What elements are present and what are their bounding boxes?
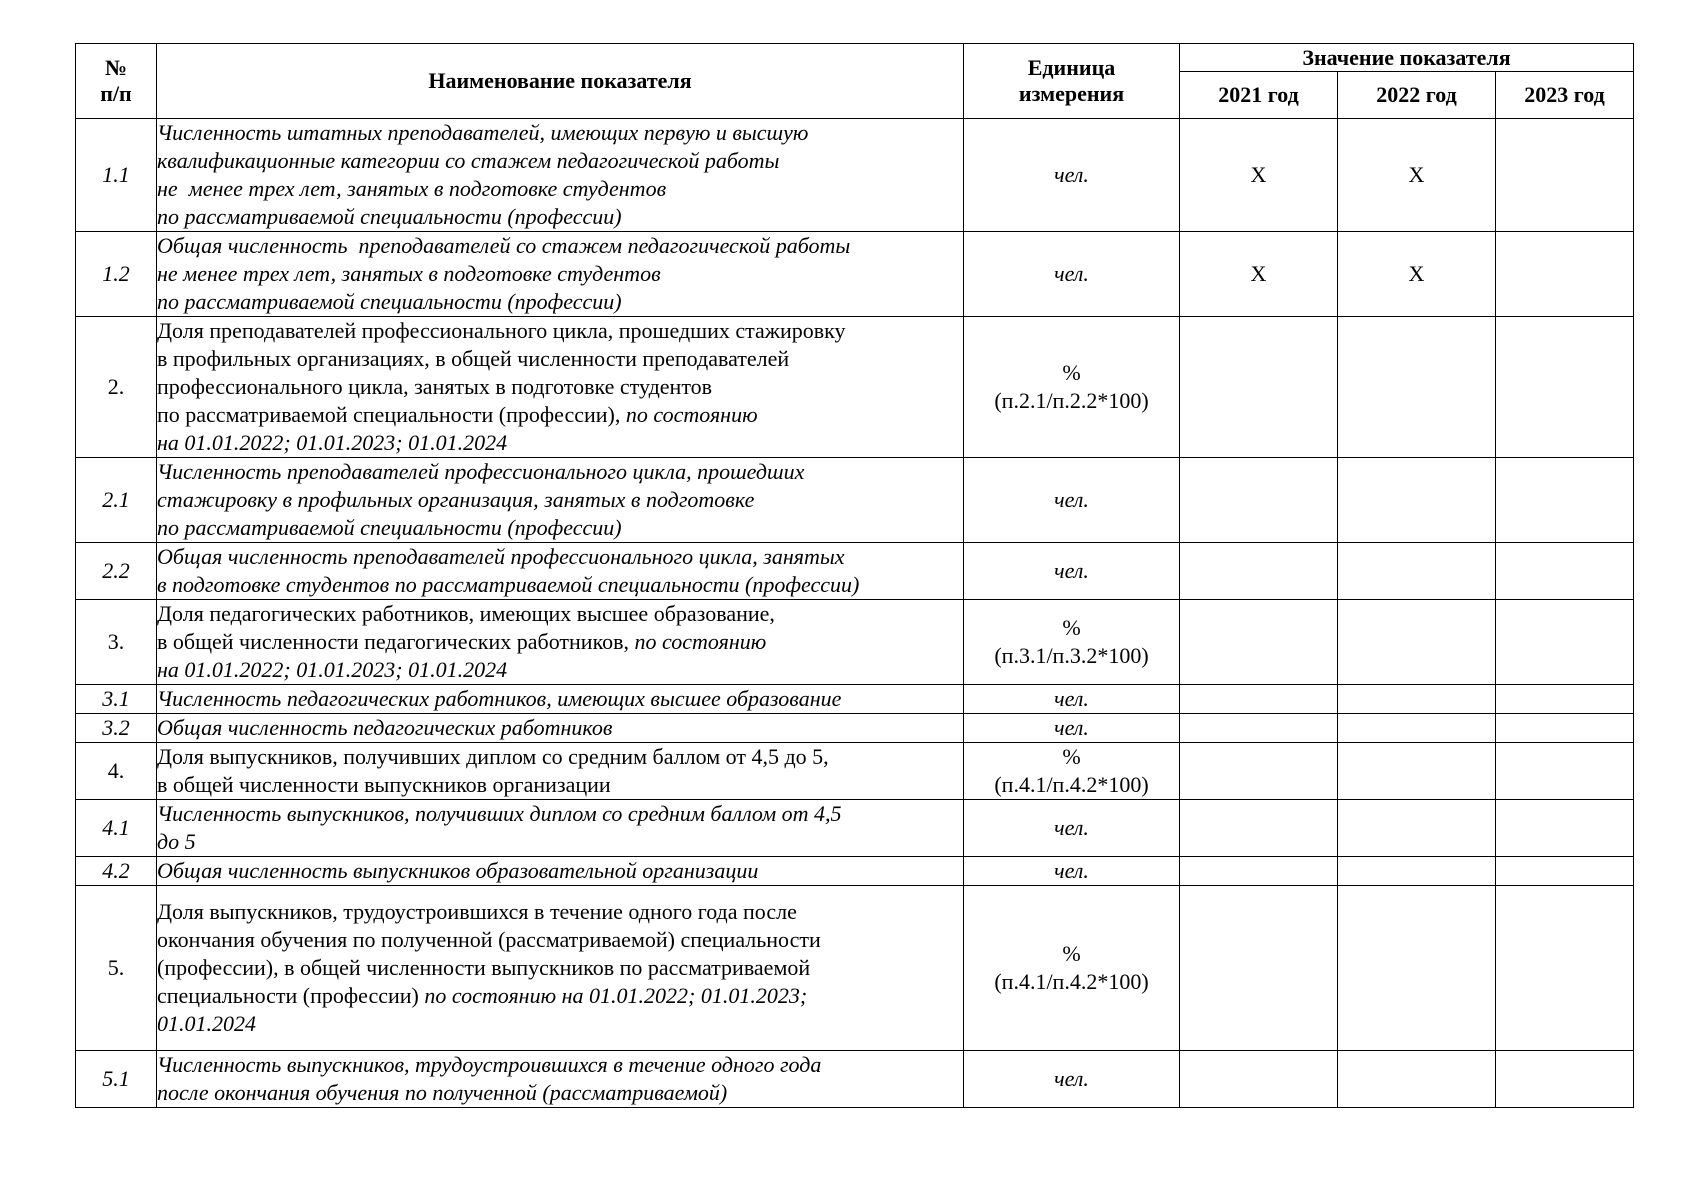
row-unit: чел.	[964, 1051, 1180, 1108]
row-number: 4.	[76, 743, 157, 800]
header-year-2022: 2022 год	[1338, 72, 1496, 119]
table-row	[76, 232, 1634, 317]
indicators-table	[75, 43, 1634, 1108]
row-number: 4.2	[76, 857, 157, 886]
value-2022: Х	[1338, 119, 1496, 232]
row-name-text: Общая численность преподавателей профессионального цикла, занятых в подготовке студентов по рассматриваемой специальности (профессии)	[157, 544, 860, 597]
value-2023	[1496, 232, 1634, 317]
row-unit: чел.	[964, 543, 1180, 600]
table-row	[76, 743, 1634, 800]
row-unit: чел.	[964, 857, 1180, 886]
value-2022	[1338, 685, 1496, 714]
row-name	[157, 600, 964, 685]
row-name-text: Численность педагогических работников, имеющих высшее образование	[157, 686, 842, 711]
row-number: 3.	[76, 600, 157, 685]
value-2022	[1338, 317, 1496, 458]
value-2023	[1496, 543, 1634, 600]
table-row	[76, 317, 1634, 458]
value-2022	[1338, 600, 1496, 685]
value-2023	[1496, 886, 1634, 1051]
value-2023	[1496, 600, 1634, 685]
value-2023	[1496, 458, 1634, 543]
row-name-date-text: по состоянию на 01.01.2022; 01.01.2023; 01.01.2024	[157, 629, 767, 682]
value-2021	[1180, 714, 1338, 743]
row-unit: чел.	[964, 800, 1180, 857]
value-2022	[1338, 800, 1496, 857]
row-name	[157, 543, 964, 600]
row-name-date-text: по состоянию на 01.01.2022; 01.01.2023; 01.01.2024	[157, 983, 808, 1036]
table-row	[76, 600, 1634, 685]
value-2021	[1180, 543, 1338, 600]
row-name	[157, 714, 964, 743]
row-name-text: Численность выпускников, трудоустроившихся в течение одного года после окончания обучения по полученной (рассматриваемой)	[157, 1052, 822, 1105]
value-2021	[1180, 1051, 1338, 1108]
row-name-text: Численность преподавателей профессионального цикла, прошедших стажировку в профильных организация, занятых в подготовке по рассматриваемой специальности (профессии)	[157, 459, 805, 540]
row-name-text: Численность выпускников, получивших диплом со средним баллом от 4,5 до 5	[157, 801, 842, 854]
row-number: 2.1	[76, 458, 157, 543]
row-number: 5.	[76, 886, 157, 1051]
row-name-text: Доля педагогических работников, имеющих высшее образование, в общей численности педагогических работников,	[157, 601, 775, 654]
header-values-group: Значение показателя	[1180, 44, 1634, 72]
row-name-text: Доля выпускников, трудоустроившихся в течение одного года после окончания обучения по полученной (рассматриваемой) специальности (профессии), в общей численности выпускников по рассматриваемой специальности (профессии)	[157, 899, 821, 1008]
value-2022	[1338, 743, 1496, 800]
row-name-text: Общая численность педагогических работников	[157, 715, 613, 740]
value-2022	[1338, 857, 1496, 886]
row-name-text: Общая численность выпускников образовательной организации	[157, 858, 759, 883]
row-unit-text: % (п.4.1/п.4.2*100)	[994, 941, 1149, 994]
value-2023	[1496, 714, 1634, 743]
table-row	[76, 1051, 1634, 1108]
row-number: 1.1	[76, 119, 157, 232]
value-2021	[1180, 685, 1338, 714]
header-unit	[964, 44, 1180, 119]
value-2022	[1338, 1051, 1496, 1108]
table-row	[76, 458, 1634, 543]
row-unit-text: % (п.3.1/п.3.2*100)	[994, 615, 1149, 668]
header-year-2023: 2023 год	[1496, 72, 1634, 119]
row-number: 2.2	[76, 543, 157, 600]
header-name: Наименование показателя	[157, 44, 964, 119]
row-number: 3.2	[76, 714, 157, 743]
row-name	[157, 458, 964, 543]
row-number: 5.1	[76, 1051, 157, 1108]
row-name-text: Доля выпускников, получивших диплом со средним баллом от 4,5 до 5, в общей численности выпускников организации	[157, 744, 829, 797]
value-2021: Х	[1180, 119, 1338, 232]
row-unit: чел.	[964, 458, 1180, 543]
value-2022	[1338, 543, 1496, 600]
row-name	[157, 685, 964, 714]
table-row	[76, 857, 1634, 886]
table-row	[76, 800, 1634, 857]
value-2023	[1496, 800, 1634, 857]
value-2021	[1180, 886, 1338, 1051]
row-name-text: Численность штатных преподавателей, имеющих первую и высшую квалификационные категории со стажем педагогической работы не менее трех лет, занятых в подготовке студентов по рассматриваемой специальности (профессии)	[157, 120, 809, 229]
table-row	[76, 714, 1634, 743]
header-num-text: № п/п	[100, 55, 132, 106]
table-row	[76, 119, 1634, 232]
row-name	[157, 317, 964, 458]
row-name-text: Доля преподавателей профессионального цикла, прошедших стажировку в профильных организациях, в общей численности преподавателей профессионального цикла, занятых в подготовке студентов по рассматриваемой специальности (профессии),	[157, 318, 846, 427]
row-number: 1.2	[76, 232, 157, 317]
row-name	[157, 119, 964, 232]
row-unit: чел.	[964, 685, 1180, 714]
row-name	[157, 857, 964, 886]
header-unit-text: Единица измерения	[1018, 55, 1125, 106]
row-unit	[964, 743, 1180, 800]
value-2023	[1496, 1051, 1634, 1108]
value-2022	[1338, 458, 1496, 543]
value-2022	[1338, 714, 1496, 743]
table-row	[76, 886, 1634, 1051]
row-name	[157, 1051, 964, 1108]
row-name	[157, 800, 964, 857]
row-name-text: Общая численность преподавателей со стажем педагогической работы не менее трех лет, занятых в подготовке студентов по рассматриваемой специальности (профессии)	[157, 233, 851, 314]
row-unit-text: % (п.2.1/п.2.2*100)	[994, 360, 1149, 413]
row-unit	[964, 886, 1180, 1051]
value-2022: Х	[1338, 232, 1496, 317]
value-2023	[1496, 685, 1634, 714]
row-unit-text: % (п.4.1/п.4.2*100)	[994, 744, 1149, 797]
table-row	[76, 685, 1634, 714]
value-2021	[1180, 743, 1338, 800]
value-2021	[1180, 800, 1338, 857]
row-unit: чел.	[964, 119, 1180, 232]
header-num	[76, 44, 157, 119]
value-2022	[1338, 886, 1496, 1051]
value-2021	[1180, 857, 1338, 886]
value-2023	[1496, 857, 1634, 886]
row-number: 2.	[76, 317, 157, 458]
value-2021	[1180, 600, 1338, 685]
value-2023	[1496, 743, 1634, 800]
table-row	[76, 543, 1634, 600]
header-year-2021: 2021 год	[1180, 72, 1338, 119]
value-2023	[1496, 317, 1634, 458]
row-name	[157, 232, 964, 317]
row-number: 3.1	[76, 685, 157, 714]
row-number: 4.1	[76, 800, 157, 857]
row-unit: чел.	[964, 714, 1180, 743]
row-unit: чел.	[964, 232, 1180, 317]
value-2023	[1496, 119, 1634, 232]
row-unit	[964, 317, 1180, 458]
value-2021	[1180, 458, 1338, 543]
value-2021: Х	[1180, 232, 1338, 317]
row-name-date-text: по состоянию на 01.01.2022; 01.01.2023; 01.01.2024	[157, 402, 758, 455]
value-2021	[1180, 317, 1338, 458]
row-name	[157, 743, 964, 800]
row-unit	[964, 600, 1180, 685]
row-name	[157, 886, 964, 1051]
